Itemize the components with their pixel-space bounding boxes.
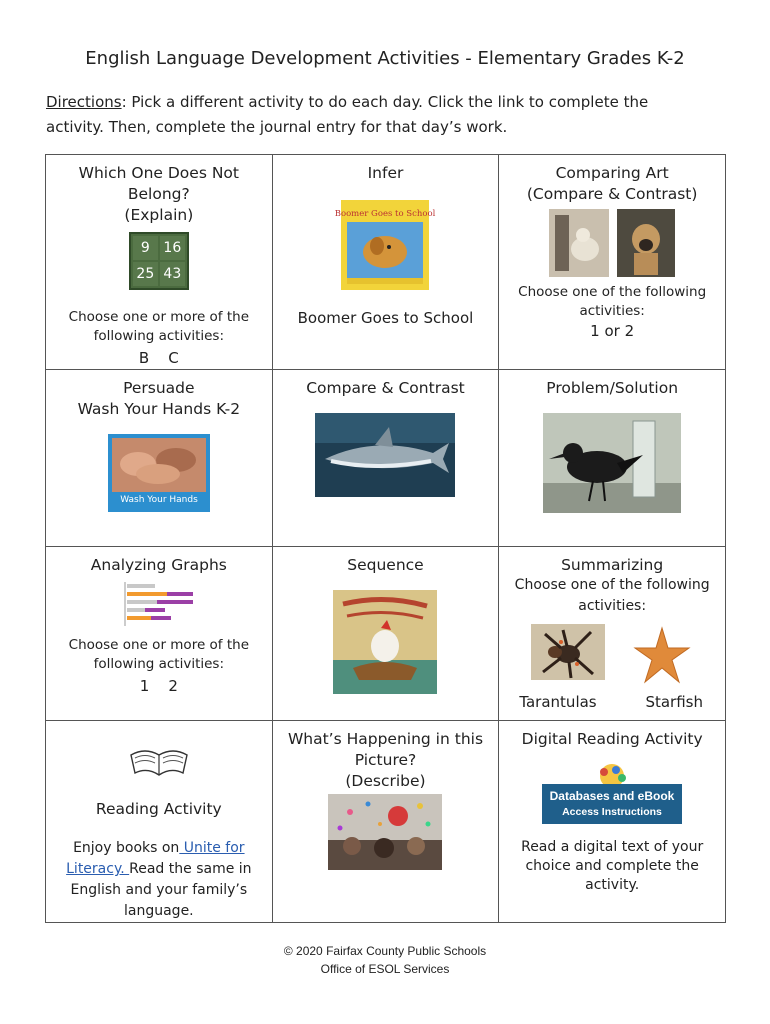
comparing-art-subtitle: (Compare & Contrast) xyxy=(526,185,698,203)
starfish-option[interactable]: Starfish xyxy=(645,693,703,711)
persuade-subtitle: Wash Your Hands K-2 xyxy=(77,400,241,418)
footer xyxy=(0,942,770,978)
activities-grid xyxy=(45,154,726,923)
cell-digital-reading xyxy=(499,721,726,923)
page-title: English Language Development Activities - Elementary Grades K-2 xyxy=(85,48,685,69)
comparing-art-options[interactable]: 1 or 2 xyxy=(590,322,635,340)
analyzing-graphs-choose: Choose one or more of the xyxy=(68,637,250,653)
starfish-image[interactable] xyxy=(631,624,693,686)
cell-analyzing-graphs xyxy=(46,547,273,721)
cell-whats-happening xyxy=(272,721,499,923)
cell-problem-solution xyxy=(499,370,726,547)
painting-cat-image[interactable] xyxy=(549,209,609,277)
directions-line2: activity. Then, complete the journal entry for that day’s work. xyxy=(46,118,508,136)
summarizing-choose: Choose one of the following xyxy=(514,577,710,593)
summarizing-title: Summarizing xyxy=(561,556,664,574)
painting-dog-image[interactable] xyxy=(617,209,675,277)
compare-contrast-title: Compare & Contrast xyxy=(306,379,465,397)
whats-happening-title3: (Describe) xyxy=(345,772,426,790)
svg-text:Boomer Goes to School: Boomer Goes to School xyxy=(335,209,436,219)
persuade-title: Persuade xyxy=(123,379,195,397)
which-one-title3: (Explain) xyxy=(124,206,194,224)
directions-label: Directions xyxy=(46,93,122,111)
office-text: Office of ESOL Services xyxy=(320,962,450,976)
reading-text-before: Enjoy books on xyxy=(73,840,180,856)
directions xyxy=(46,90,726,140)
digital-reading-title: Digital Reading Activity xyxy=(521,730,703,748)
databases-banner[interactable] xyxy=(542,762,682,824)
wash-hands-image[interactable] xyxy=(108,434,210,512)
digital-reading-text2: choice and complete the xyxy=(525,858,699,874)
problem-solution-title: Problem/Solution xyxy=(546,379,679,397)
directions-line1: : Pick a different activity to do each day. Click the link to complete the xyxy=(121,93,649,111)
cell-infer xyxy=(272,155,499,370)
cell-sequence xyxy=(272,547,499,721)
which-one-options[interactable]: B C xyxy=(138,349,179,367)
number-cell: 9 xyxy=(133,236,158,260)
svg-text:Wash Your Hands: Wash Your Hands xyxy=(120,495,198,505)
reading-text-after: Read the same in English and your family’s language. xyxy=(70,861,252,919)
analyzing-graphs-options[interactable]: 1 2 xyxy=(139,677,178,695)
cell-which-one xyxy=(46,155,273,370)
open-book-icon xyxy=(127,741,191,781)
number-cell: 43 xyxy=(160,262,185,286)
which-one-choose: Choose one or more of the xyxy=(68,309,250,325)
reading-title: Reading Activity xyxy=(95,800,222,818)
comparing-art-choose: Choose one of the following xyxy=(518,284,707,300)
number-cell: 25 xyxy=(133,262,158,286)
reading-text xyxy=(52,838,266,922)
summarizing-choose2: activities: xyxy=(578,598,647,614)
whats-happening-title2: Picture? xyxy=(354,751,417,769)
which-one-title2: Belong? xyxy=(127,185,190,203)
whats-happening-title: What’s Happening in this xyxy=(287,730,484,748)
cell-comparing-art xyxy=(499,155,726,370)
number-grid-image[interactable] xyxy=(129,232,189,290)
digital-reading-text1: Read a digital text of your xyxy=(521,839,704,855)
shark-image[interactable] xyxy=(315,413,455,497)
analyzing-graphs-choose2: following activities: xyxy=(93,656,225,672)
comparing-art-choose2: activities: xyxy=(579,303,645,319)
svg-text:Access Instructions: Access Instructions xyxy=(562,806,663,818)
number-cell: 16 xyxy=(160,236,185,260)
bar-graph-image[interactable] xyxy=(121,580,197,628)
svg-text:Databases and eBook: Databases and eBook xyxy=(549,789,675,803)
cell-reading xyxy=(46,721,273,923)
infer-title: Infer xyxy=(367,164,404,182)
sequence-title: Sequence xyxy=(347,556,424,574)
celebration-photo[interactable] xyxy=(328,794,442,870)
cell-persuade xyxy=(46,370,273,547)
comparing-art-title: Comparing Art xyxy=(555,164,669,182)
book-cover-image[interactable] xyxy=(335,200,436,290)
tarantulas-option[interactable]: Tarantulas xyxy=(519,693,597,711)
cell-compare-contrast xyxy=(272,370,499,547)
which-one-choose2: following activities: xyxy=(93,328,225,344)
sequence-book-image[interactable] xyxy=(333,590,437,694)
infer-caption[interactable]: Boomer Goes to School xyxy=(297,309,474,327)
cell-summarizing xyxy=(499,547,726,721)
unite-for-literacy-link[interactable]: Unite for Literacy. xyxy=(66,840,245,877)
tarantula-image[interactable] xyxy=(531,624,605,680)
which-one-title: Which One Does Not xyxy=(78,164,239,182)
copyright-text: © 2020 Fairfax County Public Schools xyxy=(283,944,487,958)
crow-image[interactable] xyxy=(543,413,681,513)
digital-reading-text3: activity. xyxy=(585,877,640,893)
analyzing-graphs-title: Analyzing Graphs xyxy=(90,556,227,574)
